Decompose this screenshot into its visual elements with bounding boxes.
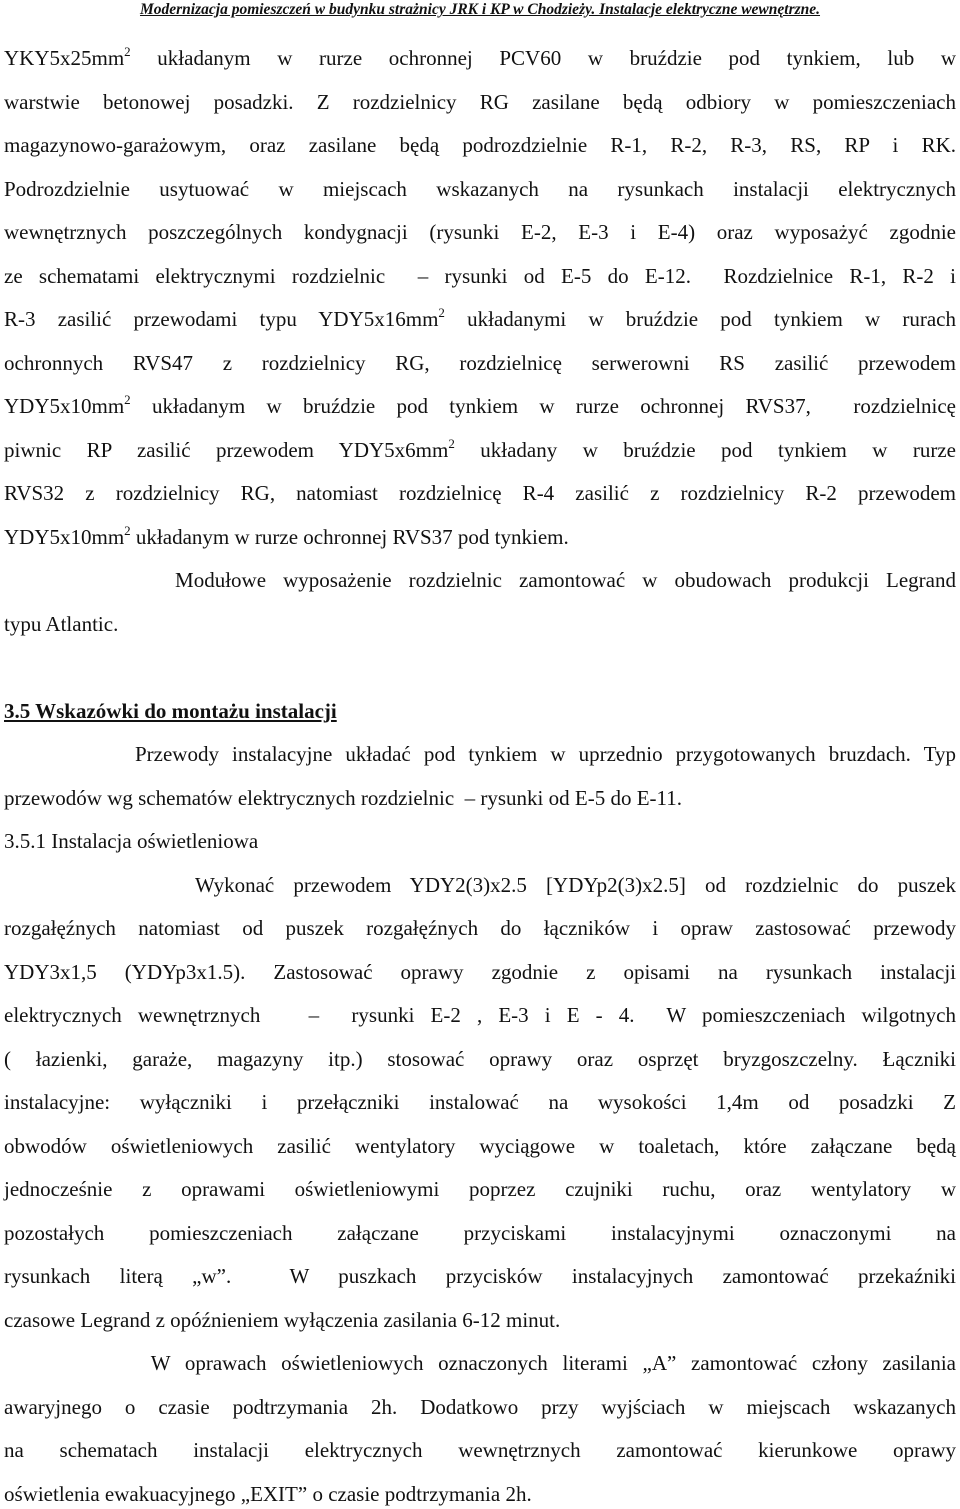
text-run: układanym w rurze ochronnej RVS37 pod tynkiem. [130,525,569,549]
text-run: Modułowe wyposażenie rozdzielnic zamontować w obudowach produkcji Legrand [4,568,956,592]
text-run: układanymi w bruździe pod tynkiem w rurach [444,307,956,331]
text-run: RVS32 z rozdzielnicy RG, natomiast rozdzielnicę R-4 zasilić z rozdzielnicy R-2 przewodem [4,481,956,505]
superscript: 2 [124,392,131,407]
text-line [4,1436,956,1464]
text-line [4,958,956,986]
text-line [4,740,956,768]
text-run: rysunkach literą „w”. W puszkach przycisków instalacyjnych zamontować przekaźniki [4,1264,956,1288]
text-line [4,392,956,420]
text-line [4,1088,956,1116]
text-run: W oprawach oświetleniowych oznaczonych literami „A” zamontować człony zasilania [4,1351,956,1375]
section-heading: 3.5 Wskazówki do montażu instalacji [4,699,337,723]
text-line [4,349,956,377]
text-run: magazynowo-garażowym, oraz zasilane będą podrozdzielnie R-1, R-2, R-3, RS, RP i RK. [4,133,956,157]
text-run: awaryjnego o czasie podtrzymania 2h. Dodatkowo przy wyjściach w miejscach wskazanych [4,1395,956,1419]
text-line [4,131,956,159]
text-run: ze schematami elektrycznymi rozdzielnic – rysunki od E-5 do E-12. Rozdzielnice R-1, R-2 i [4,264,956,288]
text-line [4,566,956,594]
superscript: 2 [438,305,445,320]
text-run: czasowe Legrand z opóźnieniem wyłączenia zasilania 6-12 minut. [4,1308,561,1332]
text-run: przewodów wg schematów elektrycznych rozdzielnic – rysunki od E-5 do E-11. [4,786,683,810]
text-line [4,479,956,507]
superscript: 2 [448,436,455,451]
text-line [4,1045,956,1073]
text-run: elektrycznych wewnętrznych – rysunki E-2 , E-3 i E - 4. W pomieszczeniach wilgotnych [4,1003,956,1027]
text-run: wewnętrznych poszczególnych kondygnacji (rysunki E-2, E-3 i E-4) oraz wyposażyć zgodnie [4,220,956,244]
text-run: rozgałęźnych natomiast od puszek rozgałęźnych do łączników i opraw zastosować przewody [4,916,956,940]
subsection-heading: 3.5.1 Instalacja oświetleniowa [4,829,259,853]
text-run: układanym w bruździe pod tynkiem w rurze ochronnej RVS37, rozdzielnicę [130,394,956,418]
text-line [4,523,956,551]
text-line [4,175,956,203]
text-run: R-3 zasilić przewodami typu YDY5x16mm [4,307,439,331]
text-line [4,1132,956,1160]
text-run: YDY3x1,5 (YDYp3x1.5). Zastosować oprawy zgodnie z opisami na rysunkach instalacji [4,960,956,984]
text-line [4,305,956,333]
text-run: oświetlenia ewakuacyjnego „EXIT” o czasie podtrzymania 2h. [4,1482,532,1506]
text-line [4,1393,956,1421]
running-header: Modernizacja pomieszczeń w budynku strażnicy JRK i KP w Chodzieży. Instalacje elektryczne wewnętrzne. [139,1,821,18]
text-line [4,44,956,72]
text-run: Podrozdzielnie usytuować w miejscach wskazanych na rysunkach instalacji elektrycznych [4,177,956,201]
text-run: układanym w rurze ochronnej PCV60 w bruździe pod tynkiem, lub w [130,46,956,70]
text-run: Wykonać przewodem YDY2(3)x2.5 [YDYp2(3)x2.5] od rozdzielnic do puszek [4,873,956,897]
text-line [4,1219,956,1247]
text-run: warstwie betonowej posadzki. Z rozdzielnicy RG zasilane będą odbiory w pomieszczeniach [4,90,956,114]
text-run: ochronnych RVS47 z rozdzielnicy RG, rozdzielnicę serwerowni RS zasilić przewodem [4,351,956,375]
text-line [4,914,956,942]
text-run: obwodów oświetleniowych zasilić wentylatory wyciągowe w toaletach, które załączane będą [4,1134,956,1158]
text-run: na schematach instalacji elektrycznych wewnętrznych zamontować kierunkowe oprawy [4,1438,956,1462]
text-run: YKY5x25mm [4,46,125,70]
text-run: jednocześnie z oprawami oświetleniowymi poprzez czujniki ruchu, oraz wentylatory w [4,1177,956,1201]
text-line [4,88,956,116]
text-run: pozostałych pomieszczeniach załączane przyciskami instalacyjnymi oznaczonymi na [4,1221,956,1245]
superscript: 2 [124,523,131,538]
text-run: ( łazienki, garaże, magazyny itp.) stosować oprawy oraz osprzęt bryzgoszczelny. Łączniki [4,1047,956,1071]
text-line [4,1480,956,1508]
text-run: instalacyjne: wyłączniki i przełączniki instalować na wysokości 1,4m od posadzki Z [4,1090,956,1114]
text-line [4,610,956,638]
text-line [4,262,956,290]
text-run: Przewody instalacyjne układać pod tynkiem w uprzednio przygotowanych bruzdach. Typ [4,742,956,766]
text-line [4,1175,956,1203]
text-line [4,1262,956,1290]
text-run: układany w bruździe pod tynkiem w rurze [454,438,956,462]
text-line [4,871,956,899]
text-line [4,784,956,812]
text-run: piwnic RP zasilić przewodem YDY5x6mm [4,438,449,462]
text-run: typu Atlantic. [4,612,119,636]
text-line [4,1349,956,1377]
text-line [4,1001,956,1029]
text-line [4,436,956,464]
text-line [4,1306,956,1334]
text-run: YDY5x10mm [4,525,125,549]
text-line [4,218,956,246]
superscript: 2 [124,44,131,59]
text-run: YDY5x10mm [4,394,125,418]
